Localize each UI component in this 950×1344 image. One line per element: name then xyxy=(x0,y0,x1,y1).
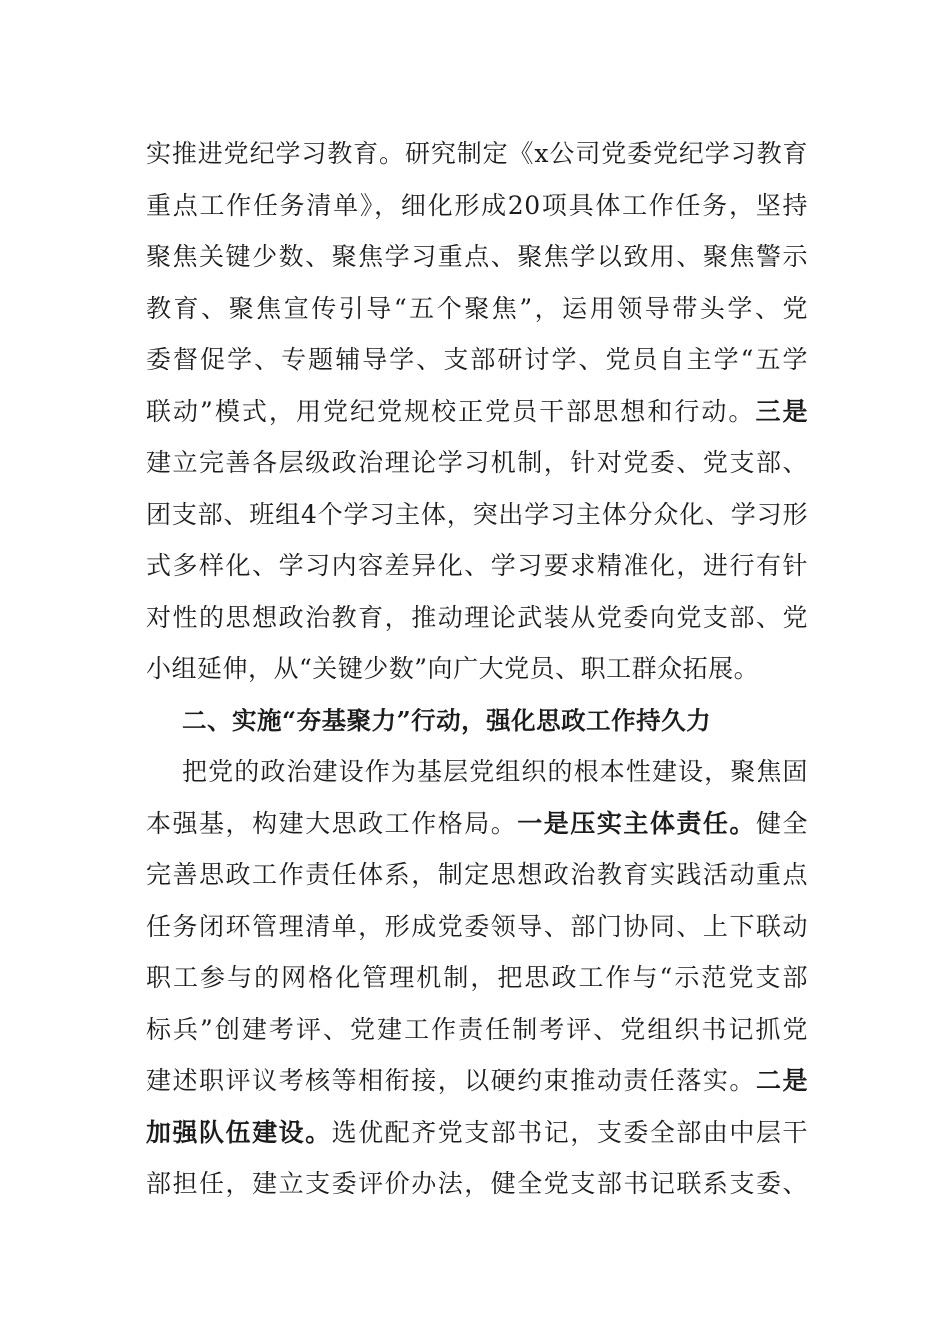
emphasis-text: 一是压实主体责任。 xyxy=(517,808,756,838)
paragraph-line: 小组延伸，从“关键少数”向广大党员、职工群众拓展。 xyxy=(146,654,760,683)
paragraph-line xyxy=(146,798,808,850)
paragraph-line xyxy=(146,1055,808,1107)
paragraph-line: 团支部、班组4个学习主体，突出学习主体分众化、学习形 xyxy=(146,499,808,529)
paragraph-line xyxy=(146,1107,808,1159)
paragraph-line: 部担任，建立支委评价办法，健全党支部书记联系支委、 xyxy=(146,1169,808,1198)
section-heading: 二、实施“夯基聚力”行动，强化思政工作持久力 xyxy=(182,705,712,735)
emphasis-text: 二是 xyxy=(755,1066,808,1095)
emphasis-text: 三是 xyxy=(755,396,808,426)
paragraph-line: 式多样化、学习内容差异化、学习要求精准化，进行有针 xyxy=(146,551,808,580)
paragraph-line: 实推进党纪学习教育。研究制定《x公司党委党纪学习教育 xyxy=(146,139,808,168)
paragraph-2 xyxy=(146,746,808,1210)
paragraph-text: 健全 xyxy=(755,808,808,838)
paragraph-line: 聚焦关键少数、聚焦学习重点、聚焦学以致用、聚焦警示 xyxy=(146,242,808,271)
paragraph-text: 建述职评议考核等相衔接，以硬约束推动责任落实。 xyxy=(146,1066,756,1095)
paragraph-line: 委督促学、专题辅导学、支部研讨学、党员自主学“五学 xyxy=(146,345,808,374)
paragraph-line: 把党的政治建设作为基层党组织的根本性建设，聚焦固 xyxy=(182,757,808,786)
paragraph-line: 任务闭环管理清单，形成党委领导、部门协同、上下联动 xyxy=(146,911,808,941)
paragraph-text: 选优配齐党支部书记，支委全部由中层干 xyxy=(331,1117,808,1147)
paragraph-text: 联动”模式，用党纪党规校正党员干部思想和行动。 xyxy=(146,396,756,426)
paragraph-line: 职工参与的网格化管理机制，把思政工作与“示范党支部 xyxy=(146,963,808,992)
paragraph-line: 重点工作任务清单》，细化形成20项具体工作任务，坚持 xyxy=(146,190,808,220)
emphasis-text: 加强队伍建设。 xyxy=(146,1117,332,1147)
document-page xyxy=(146,128,808,1210)
paragraph-line: 标兵”创建考评、党建工作责任制考评、党组织书记抓党 xyxy=(146,1014,808,1044)
paragraph-line: 对性的思想政治教育，推动理论武装从党委向党支部、党 xyxy=(146,602,808,632)
paragraph-1 xyxy=(146,128,808,695)
paragraph-line: 教育、聚焦宣传引导“五个聚焦”，运用领导带头学、党 xyxy=(146,293,808,323)
paragraph-text: 本强基，构建大思政工作格局。 xyxy=(146,808,518,838)
paragraph-line: 建立完善各层级政治理论学习机制，针对党委、党支部、 xyxy=(146,448,808,477)
paragraph-line: 完善思政工作责任体系，制定思想政治教育实践活动重点 xyxy=(146,860,808,889)
paragraph-line xyxy=(146,386,808,438)
